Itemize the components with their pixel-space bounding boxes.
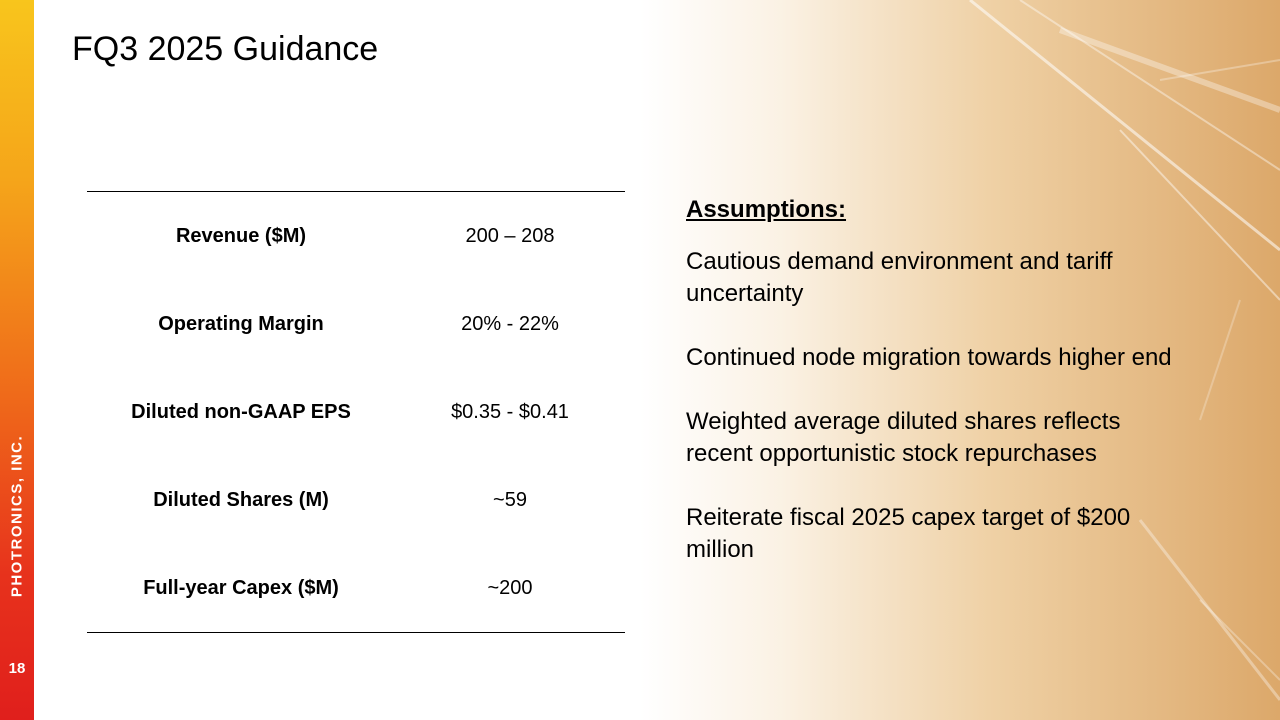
page-number: 18 — [8, 660, 26, 677]
table-row — [87, 544, 625, 633]
assumptions-panel — [686, 196, 1186, 598]
assumption-item: Reiterate fiscal 2025 capex target of $200 million — [686, 504, 1131, 563]
row-label: Diluted non-GAAP EPS — [131, 400, 351, 423]
company-name: PHOTRONICS, INC. — [8, 434, 26, 598]
row-value: $0.35 - $0.41 — [451, 400, 569, 423]
table-row — [87, 456, 625, 544]
slide-title: FQ3 2025 Guidance — [72, 30, 379, 68]
assumption-item: Weighted average diluted shares reflects recent opportunistic stock repurchases — [686, 408, 1121, 467]
row-label: Full-year Capex ($M) — [143, 576, 339, 599]
row-value: ~200 — [487, 576, 533, 599]
row-label: Operating Margin — [158, 312, 324, 335]
row-value: 200 – 208 — [465, 224, 555, 247]
row-value: 20% - 22% — [461, 312, 559, 335]
row-value: ~59 — [493, 488, 527, 511]
row-label: Revenue ($M) — [175, 224, 307, 247]
table-row — [87, 192, 625, 281]
table-row — [87, 368, 625, 456]
assumption-item: Cautious demand environment and tariff uncertainty — [686, 248, 1113, 307]
assumptions-heading: Assumptions: — [686, 196, 847, 223]
brand-side-bar — [0, 0, 34, 720]
table-row — [87, 280, 625, 368]
guidance-table — [87, 191, 625, 633]
assumption-item: Continued node migration towards higher end — [686, 344, 1172, 371]
row-label: Diluted Shares (M) — [153, 488, 329, 511]
